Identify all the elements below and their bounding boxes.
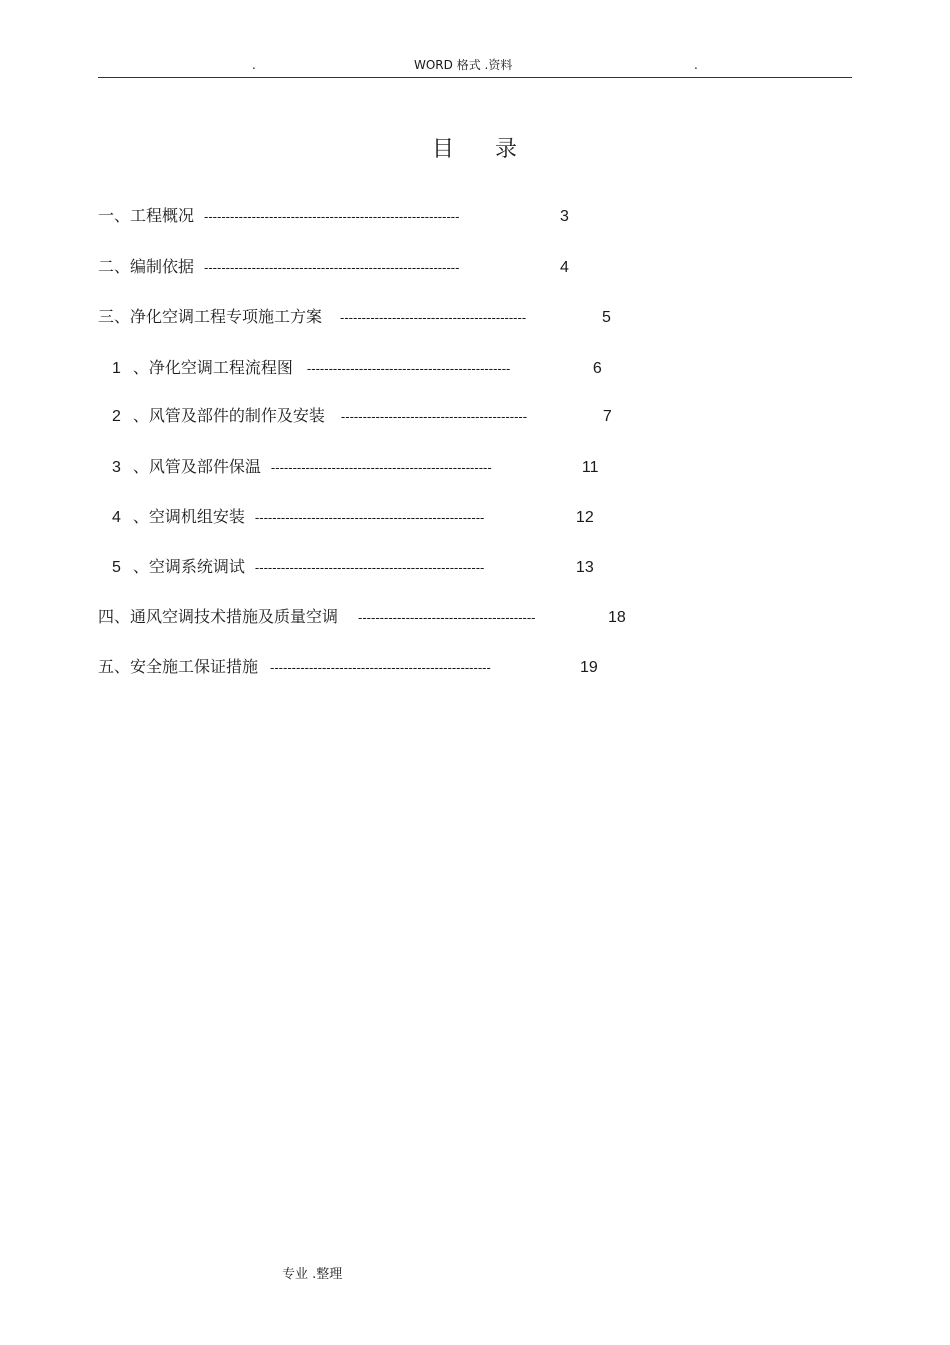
toc-entry-label: 、空调系统调试 (132, 557, 245, 576)
toc-entry-number: 1 (112, 360, 121, 377)
toc-entry-page: 11 (581, 459, 599, 476)
toc-entry-label: 、空调机组安装 (132, 507, 245, 526)
toc-title-part2: 录 (495, 137, 519, 162)
toc-entry-6[interactable] (112, 456, 599, 479)
toc-entry-page: 4 (560, 259, 569, 276)
toc-entry-9[interactable] (98, 606, 626, 629)
toc-entry-number: 5 (112, 559, 121, 576)
toc-entry-label: 二、编制依据 (98, 257, 195, 276)
toc-entry-5[interactable] (112, 405, 612, 428)
toc-entry-page: 19 (580, 659, 598, 676)
toc-entry-label: 三、净化空调工程专项施工方案 (98, 307, 323, 326)
header-title: WORD 格式 .资料 (414, 58, 513, 72)
toc-entry-page: 12 (575, 509, 594, 526)
toc-entry-leader: ----------------------------------------------------------- (204, 209, 460, 224)
toc-entry-number: 4 (112, 509, 121, 526)
toc-entry-label: 一、工程概况 (98, 206, 195, 225)
toc-entry-7[interactable] (112, 506, 594, 529)
toc-entry-3[interactable] (98, 306, 611, 329)
toc-entry-label: 、净化空调工程流程图 (132, 358, 293, 377)
toc-entry-page: 5 (602, 309, 611, 326)
toc-entry-label: 、风管及部件的制作及安装 (132, 406, 325, 425)
header-right-mark: . (694, 58, 698, 72)
toc-entry-page: 18 (608, 609, 626, 626)
toc-entry-page: 6 (592, 360, 602, 377)
page-header (98, 55, 852, 78)
toc-entry-leader: --------------------------------------------------- (270, 660, 491, 675)
toc-entry-1[interactable] (98, 205, 569, 228)
toc-entry-leader: --------------------------------------------------- (270, 460, 492, 475)
header-left-mark: . (252, 58, 256, 72)
toc-entry-4[interactable] (112, 357, 602, 380)
toc-entry-leader: ----------------------------------------- (358, 610, 536, 625)
toc-entry-leader: ------------------------------------------- (340, 310, 527, 325)
page-footer: 专业 .整理 (282, 1267, 343, 1282)
toc-entry-2[interactable] (98, 256, 569, 279)
toc-title-part1: 目 (431, 137, 455, 162)
toc-entry-label: 、风管及部件保温 (132, 457, 261, 476)
toc-entry-leader: ----------------------------------------------------- (254, 510, 485, 525)
toc-entry-8[interactable] (112, 556, 594, 579)
toc-entry-leader: ------------------------------------------- (340, 409, 528, 424)
toc-entry-number: 2 (112, 408, 121, 425)
toc-entry-label: 四、通风空调技术措施及质量空调 (98, 607, 339, 626)
toc-entry-page: 3 (560, 208, 569, 225)
toc-entry-leader: ----------------------------------------------- (306, 361, 511, 376)
toc-entry-number: 3 (112, 459, 121, 476)
toc-entry-page: 7 (602, 408, 612, 425)
toc-entry-page: 13 (575, 559, 594, 576)
toc-entry-leader: ----------------------------------------------------- (254, 560, 485, 575)
toc-entry-leader: ----------------------------------------------------------- (204, 260, 460, 275)
toc-entry-label: 五、安全施工保证措施 (98, 657, 259, 676)
toc-entry-10[interactable] (98, 656, 598, 679)
toc-title (0, 136, 950, 164)
